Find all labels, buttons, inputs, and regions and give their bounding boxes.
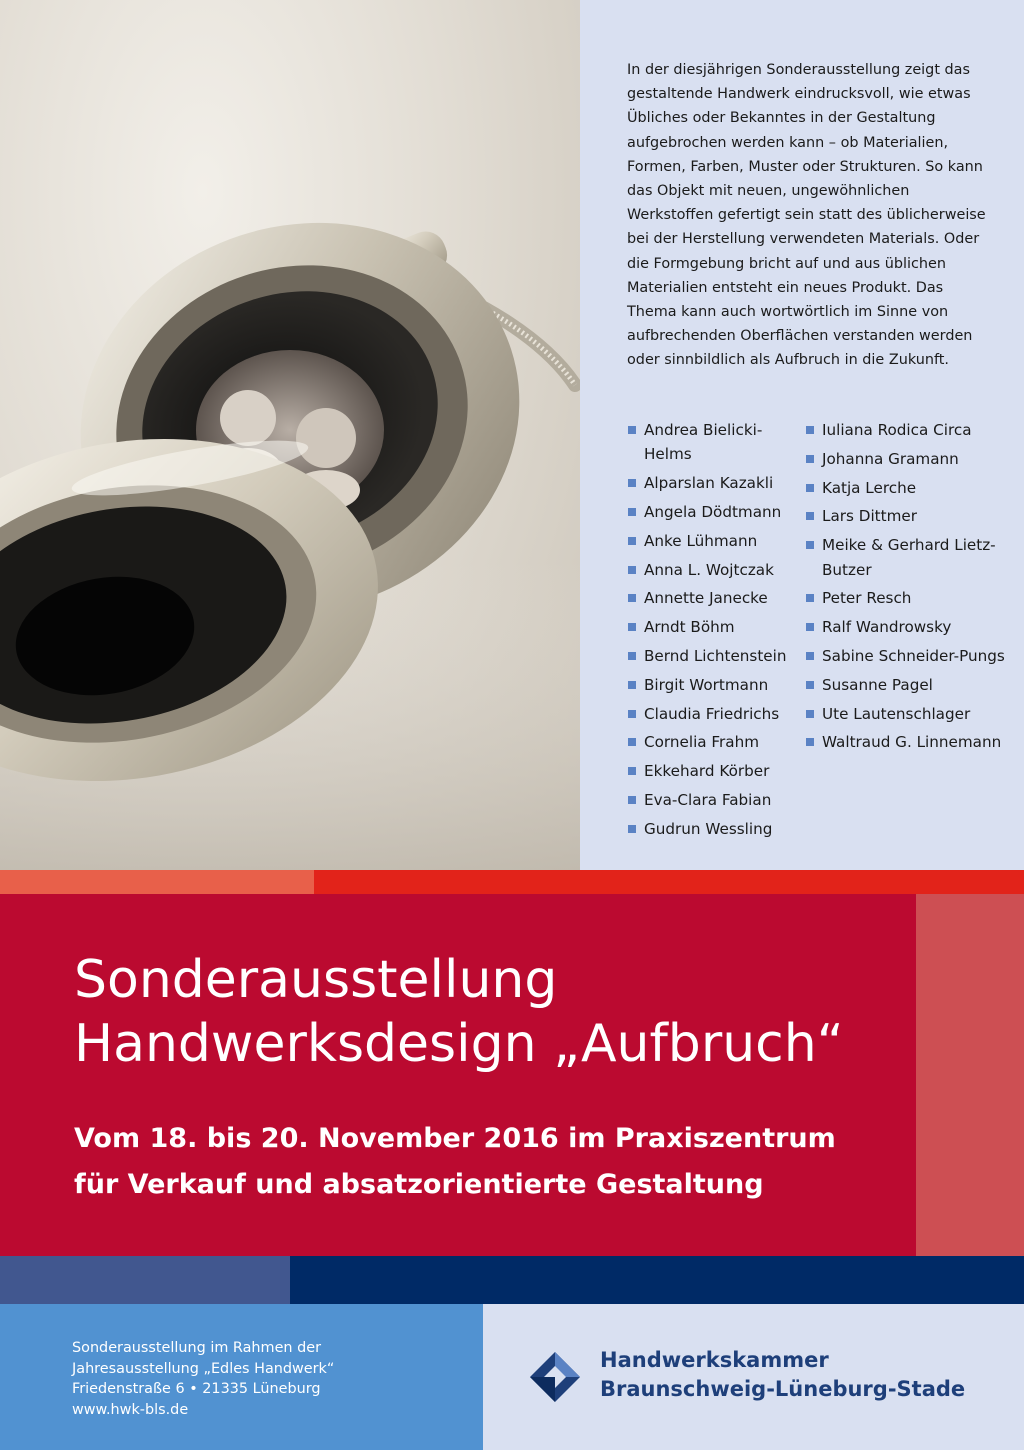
bullet-square-icon: [628, 796, 636, 804]
title-band-side: [916, 894, 1024, 1256]
participant-name: Cornelia Frahm: [644, 733, 760, 752]
list-item: [628, 615, 803, 639]
bullet-square-icon: [628, 594, 636, 602]
participant-name: Gudrun Wessling: [644, 819, 773, 838]
intro-text: In der diesjährigen Sonderausstellung zeigt das gestaltende Handwerk eindrucksvoll, wie etwas Übliches oder Bekanntes in der Gestaltung aufgebrochen werden kann – ob Materialien, Formen, Farben, Muster oder Strukturen. So kann das Objekt mit neuen, ungewöhnlichen Werkstoffen gefertigt sein statt des üblicherweise bei der Herstellung verwendeten Materials. Oder die Formgebung bricht auf und aus üblichen Materialien entsteht ein neues Produkt. Das Thema kann auch wortwörtlich im Sinne von aufbrechenden Oberflächen verstanden werden oder sinnbildlich als Aufbruch in die Zukunft.: [627, 62, 986, 369]
bullet-square-icon: [806, 455, 814, 463]
bullet-square-icon: [628, 825, 636, 833]
navy-strip: [290, 1256, 1024, 1304]
org-name-line-2: Braunschweig-Lüneburg-Stade: [600, 1377, 966, 1401]
list-item: [806, 586, 1021, 610]
participant-name: Andrea Bielicki-Helms: [644, 421, 763, 464]
subtitle-line-2: für Verkauf und absatzorientierte Gestaltung: [74, 1169, 764, 1200]
participant-name: Angela Dödtmann: [644, 503, 782, 521]
bullet-square-icon: [628, 652, 636, 660]
orange-strip: [0, 870, 314, 894]
pendant-photo: [0, 0, 580, 870]
list-item: [628, 500, 803, 524]
bullet-square-icon: [806, 484, 814, 492]
participant-name: Anke Lühmann: [644, 531, 758, 550]
participant-name: Claudia Friedrichs: [644, 704, 780, 723]
bullet-square-icon: [806, 512, 814, 520]
list-item: [628, 788, 803, 812]
participant-name: Meike & Gerhard Lietz-Butzer: [822, 536, 996, 579]
slate-strip: [0, 1256, 290, 1304]
list-item: [628, 644, 803, 668]
participant-list-column-2: [806, 418, 1021, 759]
bullet-square-icon: [628, 710, 636, 718]
list-item: [628, 817, 803, 841]
list-item: [806, 476, 1021, 500]
list-item: [628, 471, 803, 495]
list-item: [806, 673, 1021, 697]
list-item: [806, 730, 1021, 754]
bullet-square-icon: [628, 479, 636, 487]
participant-name: Peter Resch: [822, 589, 912, 608]
list-item: [806, 533, 1021, 582]
info-panel: [580, 0, 1024, 870]
bullet-square-icon: [806, 681, 814, 689]
list-item: [628, 586, 803, 610]
list-item: [806, 418, 1021, 442]
list-item: [806, 702, 1021, 726]
participant-name: Lars Dittmer: [822, 507, 917, 526]
title-line-1: Sonderausstellung: [74, 950, 558, 1010]
participant-name: Arndt Böhm: [644, 618, 735, 637]
bullet-square-icon: [628, 566, 636, 574]
bullet-square-icon: [628, 767, 636, 775]
hwk-logo-icon: [528, 1350, 582, 1404]
list-item: [628, 759, 803, 783]
red-strip: [314, 870, 1024, 894]
list-item: [628, 673, 803, 697]
bullet-square-icon: [806, 594, 814, 602]
participant-name: Iuliana Rodica Circa: [822, 421, 972, 439]
list-item: [628, 558, 803, 582]
organization-name: [600, 1346, 965, 1404]
list-item: [628, 702, 803, 726]
bullet-square-icon: [628, 537, 636, 545]
participant-name: Eva-Clara Fabian: [644, 790, 772, 809]
silver-pendant-photo: [0, 0, 580, 870]
bullet-square-icon: [806, 426, 814, 434]
participant-name: Birgit Wortmann: [644, 675, 769, 694]
list-item: [806, 504, 1021, 528]
participant-name: Anna L. Wojtczak: [644, 560, 774, 579]
list-item: [806, 447, 1021, 471]
participant-name: Johanna Gramann: [822, 449, 959, 468]
subtitle-line-1: Vom 18. bis 20. November 2016 im Praxiszentrum: [74, 1123, 836, 1154]
participant-name: Ute Lautenschlager: [822, 704, 971, 723]
list-item: [806, 615, 1021, 639]
website-link[interactable]: www.hwk-bls.de: [72, 1401, 189, 1418]
participant-list-column-1: [628, 418, 803, 846]
page-title: [74, 948, 904, 1076]
footer-address: [72, 1338, 334, 1420]
participant-name: Ralf Wandrowsky: [822, 618, 952, 637]
title-line-2: Handwerksdesign „Aufbruch“: [74, 1014, 844, 1074]
participant-name: Susanne Pagel: [822, 675, 933, 694]
bullet-square-icon: [806, 541, 814, 549]
participant-name: Annette Janecke: [644, 589, 768, 608]
participant-name: Katja Lerche: [822, 478, 917, 497]
list-item: [628, 730, 803, 754]
list-item: [628, 418, 803, 467]
footer-line-1: Sonderausstellung im Rahmen der: [72, 1340, 322, 1356]
bullet-square-icon: [628, 508, 636, 516]
footer-line-2: Jahresausstellung „Edles Handwerk“: [72, 1360, 335, 1377]
participant-name: Bernd Lichtenstein: [644, 646, 787, 665]
bullet-square-icon: [806, 710, 814, 718]
footer-line-3: Friedenstraße 6 • 21335 Lüneburg: [72, 1381, 321, 1397]
participant-name: Sabine Schneider-Pungs: [822, 646, 1005, 665]
list-item: [806, 644, 1021, 668]
participant-name: Alparslan Kazakli: [644, 474, 774, 493]
bullet-square-icon: [628, 738, 636, 746]
bullet-square-icon: [806, 623, 814, 631]
bullet-square-icon: [806, 738, 814, 746]
org-name-line-1: Handwerkskammer: [600, 1348, 829, 1372]
list-item: [628, 529, 803, 553]
bullet-square-icon: [628, 681, 636, 689]
participant-name: Waltraud G. Linnemann: [822, 733, 1002, 752]
event-dates: [74, 1116, 904, 1208]
bullet-square-icon: [628, 426, 636, 434]
bullet-square-icon: [628, 623, 636, 631]
bullet-square-icon: [806, 652, 814, 660]
participant-name: Ekkehard Körber: [644, 762, 770, 781]
